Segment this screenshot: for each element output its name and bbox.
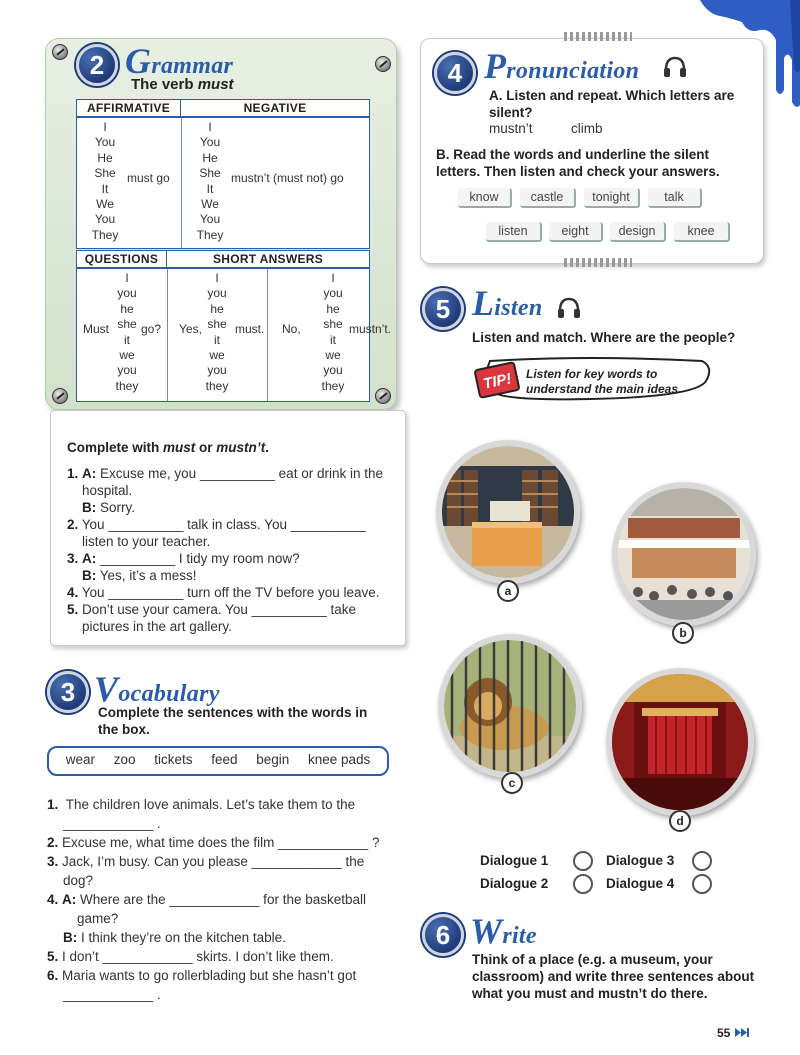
questions-answers-table (76, 250, 392, 402)
header-questions: QUESTIONS (77, 251, 167, 267)
list-item-cont: game? (77, 911, 119, 926)
list-item: B: Sorry. (82, 500, 136, 515)
must-exercise-instruction: Complete with must or mustn’t. (67, 440, 270, 455)
word-chip: begin (256, 752, 290, 767)
word-chip: zoo (113, 752, 136, 767)
dialogue-1-answer-circle[interactable] (573, 851, 593, 871)
word-chip: castle (520, 188, 576, 208)
photo-label-b: b (672, 622, 694, 644)
negative-pronouns: I You He She It We You They (196, 120, 224, 242)
header-short-answers: SHORT ANSWERS (212, 252, 324, 266)
write-title: Write (470, 911, 537, 951)
photo-library (436, 440, 580, 584)
listen-title: Listen (472, 283, 543, 323)
header-negative: NEGATIVE (243, 101, 307, 115)
list-item-cont: ____________ . (63, 816, 161, 831)
next-page-arrow-icon (735, 1028, 749, 1037)
header-affirmative: AFFIRMATIVE (77, 100, 181, 116)
word-chip: feed (211, 752, 238, 767)
binder-decoration (564, 258, 632, 267)
example-word: climb (571, 121, 603, 136)
headphones-icon (556, 296, 582, 320)
yes-word: Yes, (179, 322, 202, 336)
tip-text: Listen for key words to understand the main ideas. (526, 367, 682, 396)
mall-image (618, 488, 750, 620)
screw-icon (375, 388, 391, 404)
photo-theatre (606, 668, 754, 816)
word-chip: wear (65, 752, 95, 767)
word-chip: eight (549, 222, 603, 242)
question-must: Must (83, 322, 110, 336)
word-chip: listen (486, 222, 542, 242)
question-pronouns: I you he she it we you they (115, 271, 139, 393)
list-item-cont: pictures in the art gallery. (82, 619, 232, 634)
section-number-5: 5 (422, 288, 464, 330)
screw-icon (52, 388, 68, 404)
word-chip: knee pads (307, 752, 371, 767)
section-number-2: 2 (76, 44, 118, 86)
list-item: 3. Jack, I’m busy. Can you please ____________ the (47, 854, 365, 869)
no-word: No, (282, 322, 301, 336)
word-chip: know (458, 188, 512, 208)
list-item-cont: listen to your teacher. (82, 534, 211, 549)
list-item: 5. Don’t use your camera. You __________ take (67, 602, 356, 617)
pronunciation-title: Pronunciation (484, 46, 640, 86)
list-item: 2. Excuse me, what time does the film ____________ ? (47, 835, 380, 850)
yes-pronouns: I you he she it we you they (205, 271, 229, 393)
list-item: 3. A: __________ I tidy my room now? (67, 551, 300, 566)
must-exercise-list (67, 465, 397, 635)
dialogue-1-label: Dialogue 1 (480, 853, 549, 868)
list-item: 4. A: Where are the ____________ for the basketball (47, 892, 366, 907)
grammar-title: Grammar (125, 41, 234, 81)
list-item: 6. Maria wants to go rollerblading but she hasn’t got (47, 968, 357, 983)
no-pronouns: I you he she it we you they (321, 271, 345, 393)
dialogue-4-answer-circle[interactable] (692, 874, 712, 894)
negative-verb: mustn’t (must not) go (231, 171, 344, 185)
affirmative-negative-table (76, 99, 370, 249)
list-item: 1. The children love animals. Let’s take them to the (47, 797, 356, 812)
grammar-subtitle: The verb must (131, 76, 234, 93)
vocabulary-list (47, 796, 397, 1003)
list-item: 4. You __________ turn off the TV before you leave. (67, 585, 380, 600)
photo-zoo (438, 634, 582, 778)
word-chip: knee (674, 222, 730, 242)
affirmative-verb: must go (127, 171, 170, 185)
screw-icon (375, 56, 391, 72)
affirmative-pronouns: I You He She It We You They (91, 120, 119, 242)
list-item: 2. You __________ talk in class. You __________ (67, 517, 366, 532)
vocabulary-title: Vocabulary (94, 669, 220, 709)
word-chip: tonight (584, 188, 640, 208)
list-item: 5. I don’t ____________ skirts. I don’t like them. (47, 949, 334, 964)
photo-label-d: d (669, 810, 691, 832)
dialogue-3-answer-circle[interactable] (692, 851, 712, 871)
photo-label-a: a (497, 580, 519, 602)
write-instruction: Think of a place (e.g. a museum, your classroom) and write three sentences about what you must and mustn’t do there. (472, 952, 755, 1001)
pronunciation-part-a: A. Listen and repeat. Which letters are silent? (489, 88, 735, 120)
list-item-cont: hospital. (82, 483, 133, 498)
example-word: mustn’t (489, 121, 533, 136)
pronunciation-part-b: B. Read the words and underline the silent letters. Then listen and check your answers. (436, 147, 720, 179)
headphones-icon (662, 55, 688, 79)
section-number-3: 3 (47, 671, 89, 713)
vocabulary-instruction: Complete the sentences with the words in the box. (98, 705, 368, 737)
section-number-4: 4 (434, 52, 476, 94)
zoo-image (444, 640, 576, 772)
list-item-cont: dog? (63, 873, 94, 888)
word-chip: design (610, 222, 666, 242)
list-item-cont: ____________ . (63, 987, 161, 1002)
word-chip: tickets (154, 752, 193, 767)
no-mustnt: mustn’t. (349, 322, 392, 336)
tip-badge: TIP! (473, 361, 520, 399)
question-go: go? (141, 322, 162, 336)
section-number-6: 6 (422, 914, 464, 956)
photo-mall (612, 482, 756, 626)
binder-decoration (564, 32, 632, 41)
photo-label-c: c (501, 772, 523, 794)
page-number: 55 (717, 1026, 731, 1040)
dialogue-3-label: Dialogue 3 (606, 853, 675, 868)
library-image (442, 446, 574, 578)
screw-icon (52, 44, 68, 60)
listen-instruction: Listen and match. Where are the people? (472, 330, 736, 345)
word-box-words (47, 752, 389, 767)
dialogue-2-answer-circle[interactable] (573, 874, 593, 894)
list-item: B: Yes, it’s a mess! (82, 568, 197, 583)
yes-must: must. (235, 322, 265, 336)
list-item: B: I think they’re on the kitchen table. (63, 930, 286, 945)
word-chip: talk (648, 188, 702, 208)
dialogue-2-label: Dialogue 2 (480, 876, 549, 891)
list-item: 1. A: Excuse me, you __________ eat or drink in the (67, 466, 383, 481)
dialogue-4-label: Dialogue 4 (606, 876, 675, 891)
theatre-image (612, 674, 748, 810)
